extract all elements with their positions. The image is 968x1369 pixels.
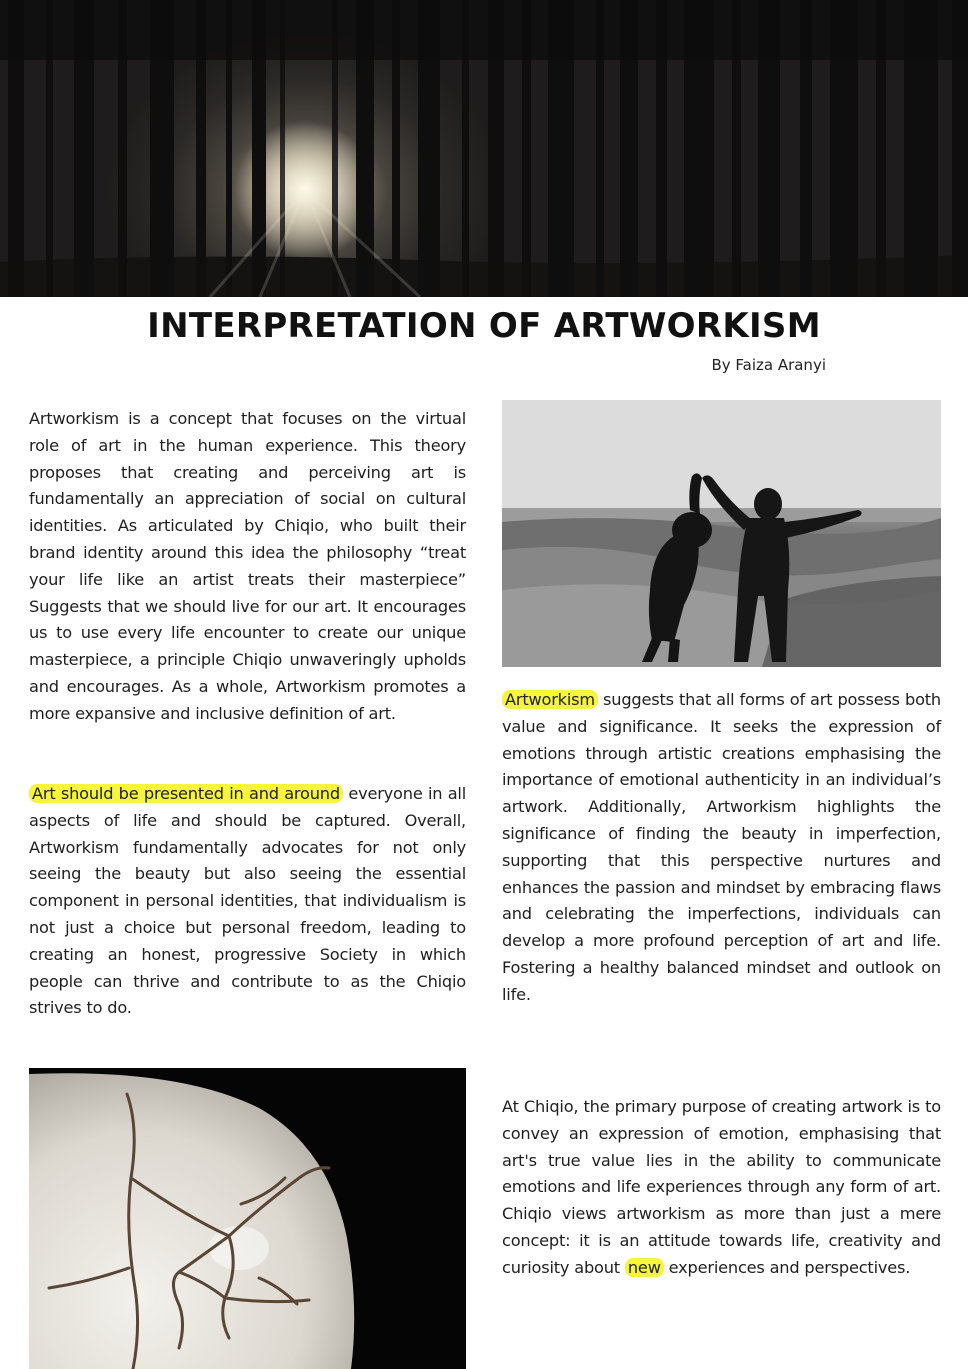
paragraph-value xyxy=(502,687,941,1009)
paragraph-presentation xyxy=(29,781,466,1022)
paragraph-intro: Artworkism is a concept that focuses on the virtual role of art in the human experience. This theory proposes that creating and perceiving art is fundamentally an appreciation of social on cultural identities. As articulated by Chiqio, who built their brand identity around this idea the philosophy “treat your life like an artist treats their masterpiece” Suggests that we should live for our art. It encourages us to use every life encounter to create our unique masterpiece, a principle Chiqio unwaveringly upholds and encourages. As a whole, Artworkism promotes a more expansive and inclusive definition of art. xyxy=(29,409,466,723)
highlighted-phrase: Art should be presented in and around xyxy=(29,784,343,803)
highlighted-term: Artworkism xyxy=(502,690,598,709)
hero-forest-photo xyxy=(0,0,968,297)
paragraph-chiqio-purpose xyxy=(502,1094,941,1282)
highlighted-word: new xyxy=(625,1258,664,1277)
paragraph-text: everyone in all aspects of life and should be captured. Overall, Artworkism fundamentally advocates for not only seeing the beauty but also seeing the essential component in personal identities, that individualism is not just a choice but personal freedom, leading to creating an honest, progressive Society in which people can thrive and contribute to as the Chiqio strives to do. xyxy=(29,784,467,1018)
author-byline: By Faiza Aranyi xyxy=(711,356,826,374)
kintsugi-ceramic-photo xyxy=(29,1068,466,1369)
page-title: INTERPRETATION OF ARTWORKISM xyxy=(147,306,821,346)
beach-silhouettes-photo xyxy=(502,400,941,667)
paragraph-text: At Chiqio, the primary purpose of creating artwork is to convey an expression of emotion, emphasising that art's true value lies in the ability to communicate emotions and life experiences through any form of art. Chiqio views artworkism as more than just a mere concept: it is an attitude towards life, creativity and curiosity about xyxy=(502,1097,941,1277)
paragraph-text: suggests that all forms of art possess both value and significance. It seeks the expression of emotions through artistic creations emphasising the importance of emotional authenticity in an individual’s artwork. Additionally, Artworkism highlights the significance of finding the beauty in imperfection, supporting that this perspective nurtures and enhances the passion and mindset by embracing flaws and celebrating the imperfections, individuals can develop a more profound perception of art and life. Fostering a healthy balanced mindset and outlook on life. xyxy=(502,690,941,1004)
paragraph-text: experiences and perspectives. xyxy=(663,1257,911,1277)
